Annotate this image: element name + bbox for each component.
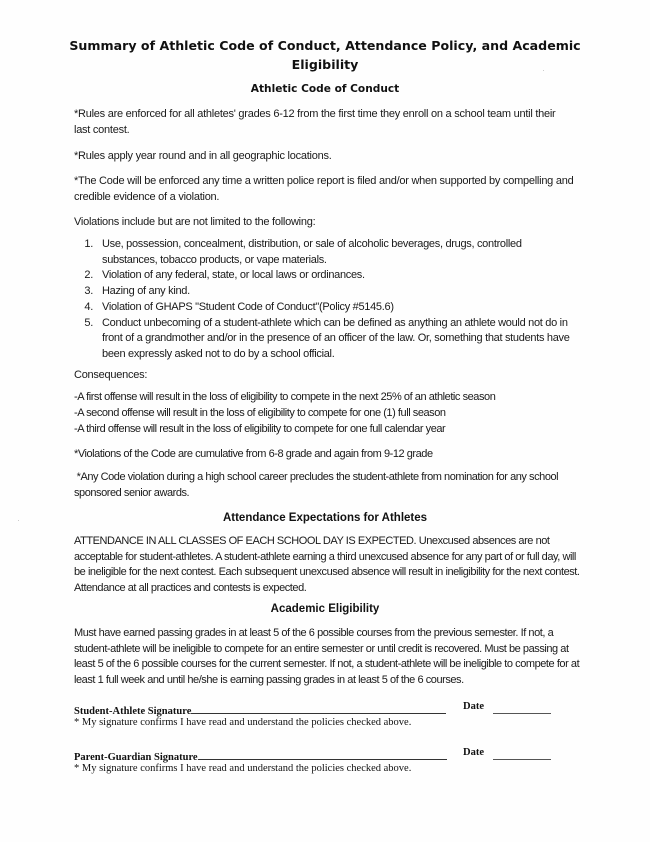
attendance-body: ATTENDANCE IN ALL CLASSES OF EACH SCHOOL DAY IS EXPECTED. Unexcused absences are not acceptable for student-athletes. A student-athlete earning a third unexcused absence for any part of or full day, will be ineligible for the next contest. Each subsequent unexcused absence will result in ineligibility for the next contest. Attendance at all practices and contests is expected. [74, 535, 580, 594]
consequences-heading: Consequences: [74, 369, 148, 381]
heading-athletic-code: Athletic Code of Conduct [250, 83, 400, 95]
scan-speck [543, 70, 544, 71]
parent-signature-line[interactable] [198, 750, 447, 760]
student-signature-note: * My signature confirms I have read and understand the policies checked above. [74, 717, 412, 728]
rule-enforcement-scope: *Rules are enforced for all athletes' grades 6-12 from the first time they enroll on a school team until their last contest. [74, 108, 556, 136]
rule-police-report: *The Code will be enforced any time a written police report is filed and/or when supported by compelling and credible evidence of a violation. [74, 175, 574, 203]
scan-speck [18, 520, 19, 521]
parent-date-line[interactable] [493, 750, 551, 760]
rule-year-round: *Rules apply year round and in all geographic locations. [74, 150, 332, 162]
awards-note: *Any Code violation during a high school career precludes the student-athlete from nomination for any school sponsored senior awards. [74, 471, 561, 499]
student-signature-row [74, 701, 554, 717]
student-signature-line[interactable] [191, 704, 446, 714]
heading-academic: Academic Eligibility [270, 603, 380, 615]
parent-signature-note: * My signature confirms I have read and understand the policies checked above. [74, 763, 412, 774]
violations-list [74, 237, 574, 363]
consequence-second: -A second offense will result in the loss of eligibility to compete for one (1) full season [74, 407, 446, 419]
student-signature-label: Student-Athlete Signature [74, 706, 192, 717]
violation-item: 1. Use, possession, concealment, distribution, or sale of alcoholic beverages, drugs, controlled substances, tobacco products, or vape materials. [84, 238, 522, 266]
violation-item: 3. Hazing of any kind. [84, 285, 190, 298]
violation-item: 5. Conduct unbecoming of a student-athlete which can be defined as anything an athlete would not do in front of a grandmother and/or in the presence of an officer of the law. Or, something that students have been expressly asked not to do by a school official. [84, 316, 570, 360]
parent-signature-row [74, 747, 554, 763]
student-date-label: Date [463, 701, 484, 712]
parent-signature-label: Parent-Guardian Signature [74, 752, 198, 763]
violation-item: 2. Violation of any federal, state, or local laws or ordinances. [84, 269, 365, 282]
student-date-line[interactable] [493, 704, 551, 714]
violations-intro: Violations include but are not limited to the following: [74, 216, 316, 228]
parent-date-label: Date [463, 747, 484, 758]
consequence-first: -A first offense will result in the loss of eligibility to compete in the next 25% of an athletic season [74, 391, 496, 403]
violation-item: 4. Violation of GHAPS "Student Code of Conduct"(Policy #5145.6) [84, 300, 394, 313]
cumulative-note: *Violations of the Code are cumulative from 6-8 grade and again from 9-12 grade [74, 448, 433, 460]
heading-attendance: Attendance Expectations for Athletes [222, 512, 428, 524]
consequence-third: -A third offense will result in the loss of eligibility to compete for one full calendar year [74, 423, 446, 435]
academic-body: Must have earned passing grades in at least 5 of the 6 possible courses from the previous semester. If not, a student-athlete will be ineligible to compete for an entire semester or until credit is recovered. Must be passing at least 5 of the 6 possible courses for the current semester. If not, a student-athlete will be ineligible to compete for at least 1 full week and until he/she is earning passing grades in at least 5 of the 6 courses. [74, 627, 580, 686]
document-title: Summary of Athletic Code of Conduct, Attendance Policy, and Academic Eligibility [69, 38, 581, 72]
